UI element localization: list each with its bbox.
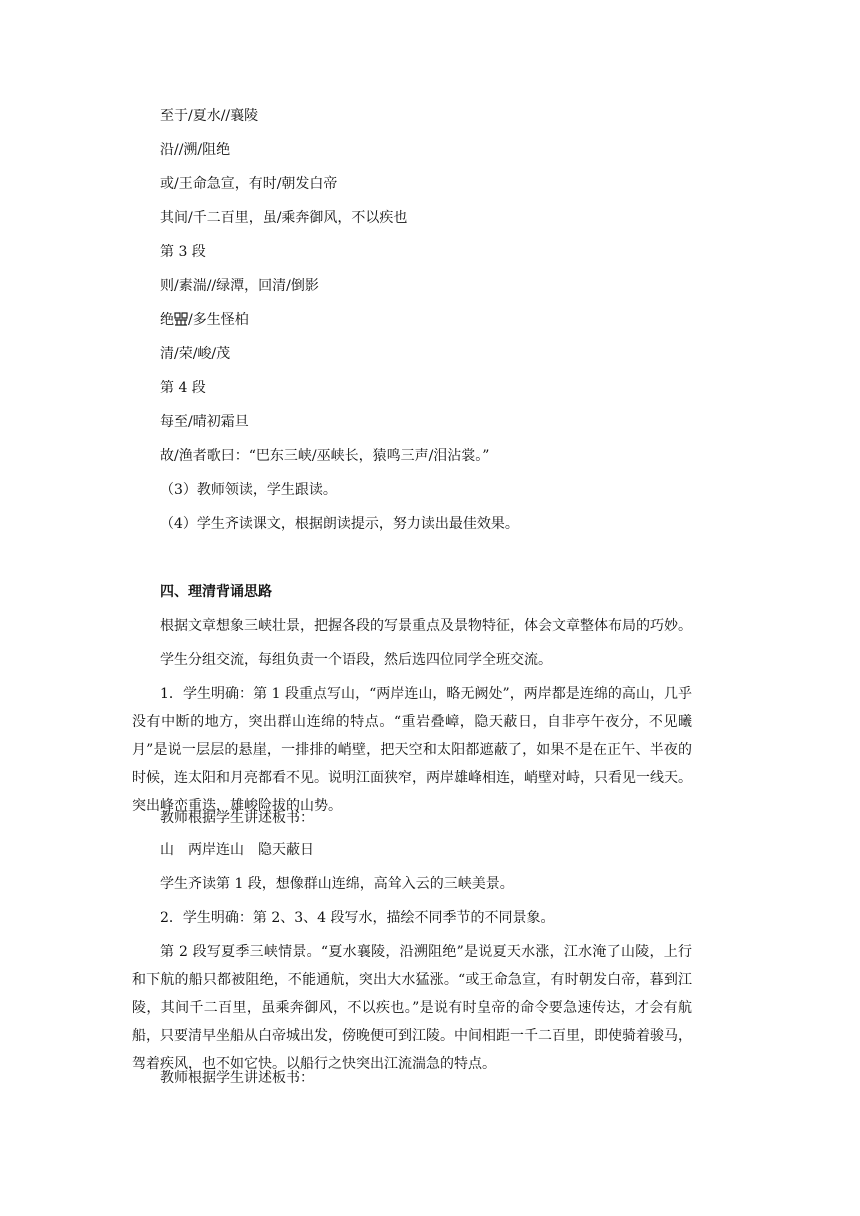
paragraph: 学生齐读第 1 段，想像群山连绵，高耸入云的三峡美景。 — [160, 876, 514, 892]
board-item: 山 — [160, 842, 174, 858]
paragraph: 根据文章想象三峡壮景，把握各段的写景重点及景物特征，体会文章整体布局的巧妙。 — [160, 618, 692, 634]
paragraph: 教师根据学生讲述板书： — [160, 1070, 314, 1086]
board-item: 两岸连山 — [188, 842, 244, 858]
paragraph-3-label: 第 3 段 — [160, 244, 206, 260]
reading-line-with-rare-glyph — [160, 310, 249, 330]
reading-line: 清/荣/峻/茂 — [160, 346, 231, 362]
paragraph-4-label: 第 4 段 — [160, 380, 206, 396]
reading-line: 则/素湍//绿潭，回清/倒影 — [160, 278, 319, 294]
glyph-line-suffix: /多生怪柏 — [188, 312, 249, 328]
reading-line: 其间/千二百里，虽/乘奔御风，不以疾也 — [160, 210, 408, 226]
rare-character-icon — [174, 312, 188, 326]
section-heading: 四、理清背诵思路 — [160, 584, 272, 600]
reading-line: 故/渔者歌曰：“巴东三峡/巫峡长，猿鸣三声/泪沾裳。” — [160, 448, 490, 464]
reading-line: 或/王命急宣，有时/朝发白帝 — [160, 176, 338, 192]
step-3-text: （3）教师领读，学生跟读。 — [160, 482, 337, 498]
board-item: 隐天蔽日 — [258, 842, 314, 858]
glyph-line-prefix: 绝 — [160, 312, 174, 328]
reading-line: 至于/夏水//襄陵 — [160, 108, 259, 124]
paragraph-mountain-analysis: 1．学生明确：第 1 段重点写山，“两岸连山，略无阙处”，两岸都是连绵的高山，几乎没有中断的地方，突出群山连绵的特点。“重岩叠嶂，隐天蔽日，自非亭午夜分，不见曦月”是说一层层的悬崖，一排排的峭壁，把天空和太阳都遮蔽了，如果不是在正午、半夜的时候，连太阳和月亮都看不见。说明江面狭窄，两岸雄峰相连，峭壁对峙，只看见一线天。突出峰峦重迭，雄峻险拔的山势。 — [132, 686, 692, 814]
paragraph: 2．学生明确：第 2、3、4 段写水，描绘不同季节的不同景象。 — [160, 910, 555, 926]
paragraph-water-analysis: 第 2 段写夏季三峡情景。“夏水襄陵，沿溯阻绝”是说夏天水涨，江水淹了山陵，上行和下航的船只都被阻绝，不能通航，突出大水猛涨。“或王命急宣，有时朝发白帝，暮到江陵，其间千二百里，虽乘奔御风，不以疾也。”是说有时皇帝的命令要急速传达，才会有航船，只要清早坐船从白帝城出发，傍晚便可到江陵。中间相距一千二百里，即使骑着骏马，驾着疾风，也不如它快。以船行之快突出江流湍急的特点。 — [132, 944, 692, 1072]
board-writing-row — [160, 840, 328, 860]
reading-line: 沿//溯/阻绝 — [160, 142, 231, 158]
step-4-text: （4）学生齐读课文，根据朗读提示，努力读出最佳效果。 — [160, 516, 519, 532]
paragraph: 学生分组交流，每组负责一个语段，然后选四位同学全班交流。 — [160, 652, 552, 668]
reading-line: 每至/晴初霜旦 — [160, 414, 249, 430]
paragraph: 教师根据学生讲述板书： — [160, 810, 314, 826]
